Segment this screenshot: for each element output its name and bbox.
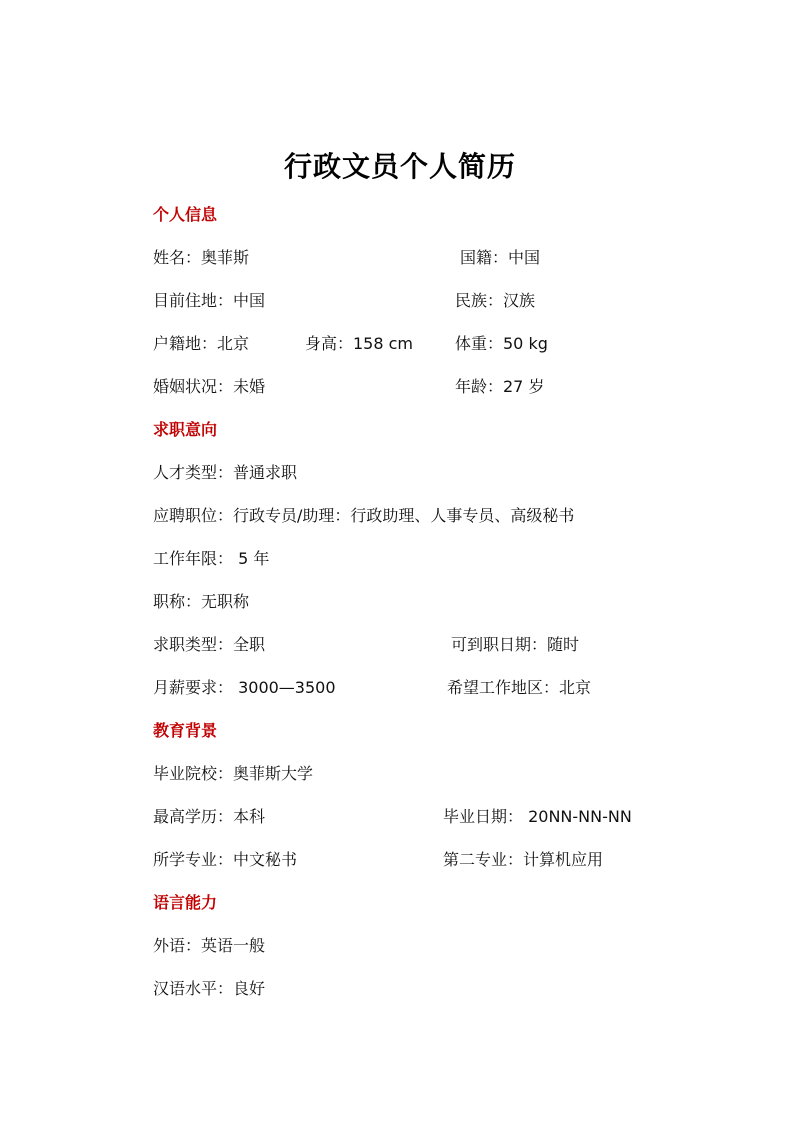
section-heading-personal: 个人信息 — [153, 205, 218, 224]
field-available-date: 可到职日期：随时 — [451, 635, 580, 654]
page-title: 行政文员个人简历 — [283, 150, 516, 183]
field-marital-status: 婚姻状况：未婚 — [153, 377, 266, 396]
field-work-years: 工作年限： 5 年 — [153, 549, 270, 568]
field-school: 毕业院校：奥菲斯大学 — [153, 764, 314, 783]
section-heading-job: 求职意向 — [153, 420, 218, 439]
field-job-type: 求职类型：全职 — [153, 635, 266, 654]
field-major: 所学专业：中文秘书 — [153, 850, 298, 869]
field-professional-title: 职称：无职称 — [153, 592, 250, 611]
field-residence: 目前住地：中国 — [153, 291, 266, 310]
field-weight: 体重：50 kg — [455, 334, 548, 353]
field-degree: 最高学历：本科 — [153, 807, 266, 826]
field-height: 身高：158 cm — [305, 334, 414, 353]
field-age: 年龄：27 岁 — [455, 377, 545, 396]
field-hukou: 户籍地：北京 — [153, 334, 250, 353]
section-heading-education: 教育背景 — [153, 721, 218, 740]
field-foreign-language: 外语：英语一般 — [153, 936, 266, 955]
field-graduation-date: 毕业日期： 20NN-NN-NN — [443, 807, 632, 826]
field-talent-type: 人才类型：普通求职 — [153, 463, 298, 482]
field-ethnicity: 民族：汉族 — [455, 291, 536, 310]
field-chinese-level: 汉语水平：良好 — [153, 979, 266, 998]
section-heading-language: 语言能力 — [153, 893, 218, 912]
field-salary: 月薪要求： 3000—3500 — [153, 678, 336, 697]
field-second-major: 第二专业：计算机应用 — [443, 850, 604, 869]
field-work-location: 希望工作地区：北京 — [447, 678, 592, 697]
field-name: 姓名：奥菲斯 — [153, 248, 250, 267]
field-nationality: 国籍：中国 — [460, 248, 541, 267]
field-position: 应聘职位：行政专员/助理：行政助理、人事专员、高级秘书 — [153, 506, 575, 525]
